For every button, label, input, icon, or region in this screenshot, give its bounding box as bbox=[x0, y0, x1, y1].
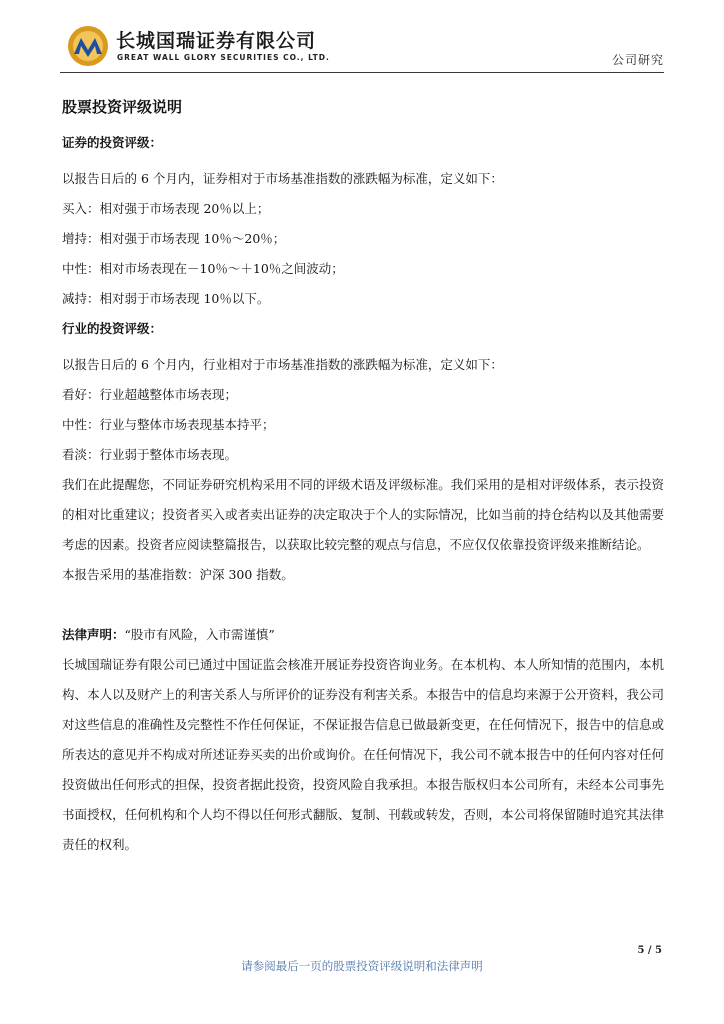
footer-disclaimer-note: 请参阅最后一页的股票投资评级说明和法律声明 bbox=[241, 959, 483, 973]
document-type-label: 公司研究 bbox=[611, 53, 664, 67]
industry-rating-heading: 行业的投资评级： bbox=[62, 321, 163, 336]
legal-statement-body: 长城国瑞证券有限公司已通过中国证监会核准开展证券投资咨询业务。在本机构、本人所知情的范围内，本机构、本人以及财产上的利害关系人与所评价的证券没有利害关系。本报告中的信息均来源于公开资料，我公司对这些信息的准确性及完整性不作任何保证，不保证报告信息已做最新变更，在任何情况下，报告中的信息或所表达的意见并不构成对所述证券买卖的出价或询价。在任何情况下，我公司不就本报告中的任何内容对任何投资做出任何形式的担保，投资者据此投资，投资风险自我承担。本报告版权归本公司所有，未经本公司事先书面授权，任何机构和个人均不得以任何形式翻版、复制、刊载或转发，否则，本公司将保留随时追究其法律责任的权利。 bbox=[62, 657, 664, 852]
company-name-en: GREAT WALL GLORY SECURITIES CO., LTD. bbox=[117, 53, 330, 62]
page-number: 5 / 5 bbox=[637, 945, 662, 956]
company-name-cn: 长城国瑞证券有限公司 bbox=[116, 30, 317, 52]
page-header bbox=[60, 20, 664, 73]
stock-rating-item: 增持：相对强于市场表现 10％～20％； bbox=[62, 231, 286, 246]
legal-statement-heading bbox=[62, 620, 664, 650]
industry-rating-intro: 以报告日后的 6 个月内，行业相对于市场基准指数的涨跌幅为标准，定义如下： bbox=[62, 357, 503, 372]
document-body bbox=[62, 92, 664, 860]
stock-rating-item: 买入：相对强于市场表现 20％以上； bbox=[62, 201, 270, 216]
legal-heading-label: 法律声明： bbox=[62, 627, 125, 642]
page-title: 股票投资评级说明 bbox=[62, 98, 183, 116]
industry-rating-item: 看好：行业超越整体市场表现； bbox=[62, 387, 238, 402]
company-logo-icon bbox=[66, 24, 110, 68]
stock-rating-intro: 以报告日后的 6 个月内，证券相对于市场基准指数的涨跌幅为标准，定义如下： bbox=[62, 171, 503, 186]
rating-reminder-paragraph: 我们在此提醒您，不同证券研究机构采用不同的评级术语及评级标准。我们采用的是相对评级体系，表示投资的相对比重建议；投资者买入或者卖出证券的决定取决于个人的实际情况，比如当前的持仓结构以及其他需要考虑的因素。投资者应阅读整篇报告，以获取比较完整的观点与信息，不应仅仅依靠投资评级来推断结论。 bbox=[62, 477, 664, 552]
industry-rating-item: 看淡：行业弱于整体市场表现。 bbox=[62, 447, 238, 462]
stock-rating-item: 中性：相对市场表现在－10％～＋10％之间波动； bbox=[62, 261, 344, 276]
stock-rating-item: 减持：相对弱于市场表现 10％以下。 bbox=[62, 291, 270, 306]
stock-rating-heading: 证券的投资评级： bbox=[62, 135, 163, 150]
industry-rating-item: 中性：行业与整体市场表现基本持平； bbox=[62, 417, 275, 432]
legal-quote: “股市有风险，入市需谨慎” bbox=[124, 627, 275, 642]
benchmark-index-line: 本报告采用的基准指数：沪深 300 指数。 bbox=[62, 567, 294, 582]
